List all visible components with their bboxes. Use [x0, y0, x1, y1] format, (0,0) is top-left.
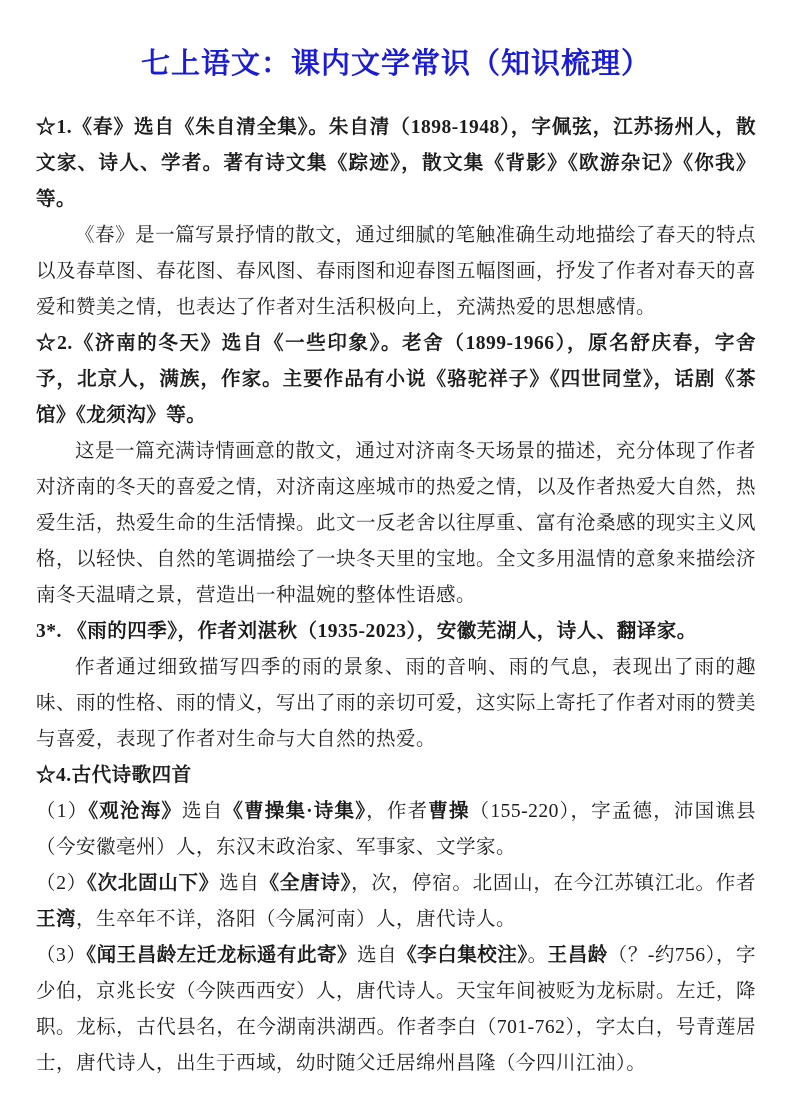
text-segment: 选自 — [182, 801, 224, 822]
paragraph — [36, 434, 756, 614]
text-segment: 这是一篇充满诗情画意的散文，通过对济南冬天场景的描述，充分体现了作者对济南的冬天的喜爱之情，对济南这座城市的热爱之情，以及作者热爱大自然，热爱生活，热爱生命的生活情操。此文一反老舍以往厚重、富有沧桑感的现实主义风格，以轻快、自然的笔调描绘了一块冬天里的宝地。全文多用温情的意象来描绘济南冬天温晴之景，营造出一种温婉的整体性语感。 — [36, 441, 757, 606]
text-segment: 王湾 — [36, 909, 77, 930]
text-segment: 选自 — [219, 873, 260, 894]
text-segment: ，次，停宿。北固山，在今江苏镇江北。作者 — [351, 873, 756, 894]
text-segment: 王昌龄 — [547, 945, 608, 966]
text-segment: 《次北固山下》 — [87, 873, 220, 894]
text-segment: （？-约756），字少伯，京兆长安（今陕西西安）人，唐代诗人。天宝年间被贬为龙标尉。左迁，降职。龙标，古代县名，在今湖南洪湖西。作者李白（701-762），字太白，号青莲居士，唐代诗人，出生于西域，幼时随父迁居绵州昌隆（今四川江油）。 — [36, 945, 757, 1074]
text-segment: 《观沧海》 — [88, 801, 183, 822]
text-segment: 《李白集校注》 — [397, 945, 528, 966]
paragraph — [36, 794, 756, 866]
text-segment: 《闻王昌龄左迁龙标遥有此寄》 — [86, 945, 358, 966]
text-segment: ，生卒年不详，洛阳（今属河南）人，唐代诗人。 — [76, 909, 517, 930]
text-segment: ☆1.《春》选自《朱自清全集》。朱自清（1898-1948），字佩弦，江苏扬州人，散文家、诗人、学者。著有诗文集《踪迹》，散文集《背影》《欧游杂记》《你我》等。 — [36, 117, 756, 210]
paragraph — [36, 326, 756, 434]
text-segment: ☆2.《济南的冬天》选自《一些印象》。老舍（1899-1966），原名舒庆春，字舍予，北京人，满族，作家。主要作品有小说《骆驼祥子》《四世同堂》，话剧《茶馆》《龙须沟》等。 — [36, 333, 756, 426]
paragraph — [36, 614, 756, 650]
text-segment: ，作者 — [366, 801, 429, 822]
paragraph — [36, 758, 756, 794]
text-segment: 作者通过细致描写四季的雨的景象、雨的音响、雨的气息，表现出了雨的趣味、雨的性格、雨的情义，写出了雨的亲切可爱，这实际上寄托了作者对雨的赞美与喜爱，表现了作者对生命与大自然的热爱。 — [36, 657, 757, 750]
paragraph — [36, 218, 756, 326]
text-segment: ☆4.古代诗歌四首 — [36, 765, 192, 786]
text-segment: 。 — [527, 945, 548, 966]
text-segment: （155-220），字孟德，沛国谯县（今安徽亳州）人，东汉末政治家、军事家、文学家。 — [36, 801, 756, 858]
page-title: 七上语文：课内文学常识（知识梳理） — [140, 48, 651, 80]
paragraph — [36, 866, 756, 938]
text-segment: （3） — [36, 945, 87, 966]
text-segment: 3*. 《雨的四季》，作者刘湛秋（1935-2023），安徽芜湖人，诗人、翻译家。 — [36, 621, 697, 642]
text-segment: （1） — [36, 801, 89, 822]
paragraph — [36, 110, 756, 218]
text-segment: 曹操 — [428, 801, 470, 822]
text-segment: 选自 — [357, 945, 398, 966]
text-segment: （2） — [36, 873, 88, 894]
text-segment: 《春》是一篇写景抒情的散文，通过细腻的笔触准确生动地描绘了春天的特点以及春草图、春花图、春风图、春雨图和迎春图五幅图画，抒发了作者对春天的喜爱和赞美之情，也表达了作者对生活积极向上，充满热爱的思想感情。 — [36, 225, 757, 318]
paragraph — [36, 938, 756, 1082]
text-segment: 《曹操集·诗集》 — [223, 801, 367, 822]
document-body — [36, 110, 756, 1082]
text-segment: 《全唐诗》 — [259, 873, 352, 894]
paragraph — [36, 650, 756, 758]
